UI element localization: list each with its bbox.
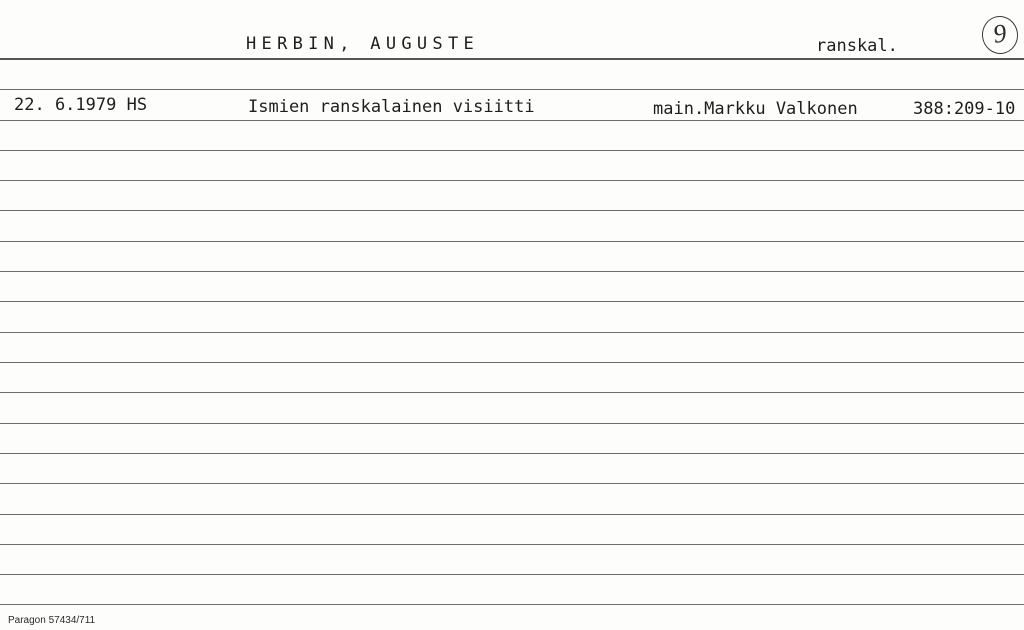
- ruled-line: [0, 241, 1024, 242]
- ruled-line: [0, 120, 1024, 121]
- card-number-circled: 9: [980, 14, 1021, 57]
- ruled-line: [0, 483, 1024, 484]
- ruled-line: [0, 271, 1024, 272]
- entry-date: 22. 6.1979 HS: [14, 95, 148, 115]
- ruled-line: [0, 423, 1024, 424]
- ruled-line: [0, 544, 1024, 545]
- entry-title: Ismien ranskalainen visiitti: [248, 97, 535, 117]
- card-heading-name: HERBIN, AUGUSTE: [246, 34, 480, 54]
- printer-mark: Paragon 57434/711: [8, 615, 96, 626]
- header-rule-upper: [0, 58, 1024, 60]
- ruled-line: [0, 392, 1024, 393]
- entry-reference: 388:209-10: [913, 99, 1016, 119]
- ruled-line: [0, 301, 1024, 302]
- ruled-line: [0, 604, 1024, 605]
- card-category: ranskal.: [816, 36, 898, 56]
- ruled-line: [0, 150, 1024, 151]
- ruled-line: [0, 332, 1024, 333]
- header-rule-lower: [0, 89, 1024, 90]
- ruled-line: [0, 180, 1024, 181]
- ruled-line: [0, 210, 1024, 211]
- ruled-line: [0, 453, 1024, 454]
- entry-author: main.Markku Valkonen: [653, 99, 858, 119]
- ruled-line: [0, 574, 1024, 575]
- ruled-line: [0, 514, 1024, 515]
- ruled-line: [0, 362, 1024, 363]
